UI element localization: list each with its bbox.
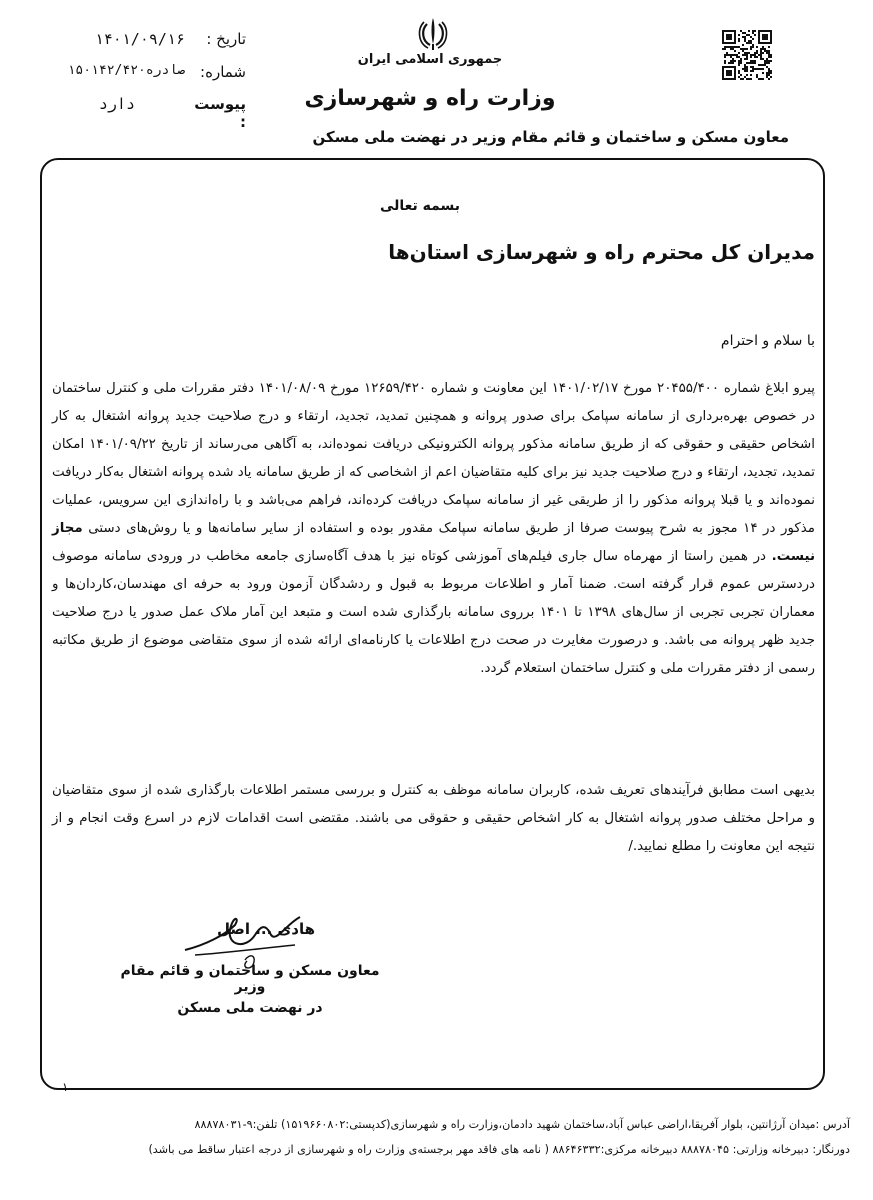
paragraph-1-part-b: در همین راستا از مهرماه سال جاری فیلم‌های آموزشی کوتاه نیز با هدف آگاه‌سازی جامعه مخاطب در ورودی سامانه موصوف دردسترس عموم قرار گرفته است. ضمنا آمار و اطلاعات مربوط به قبول و ردشدگان آزمون ورود به حرفه ای مهندسان،کاردان‌ها و معماران تجربی تجربی از سال‌های ۱۳۹۸ تا ۱۴۰۱ برروی سامانه بارگذاری شده است و متبعد این آمار ملاک عمل صدور یا درج صلاحیت جدید ظهر پروانه می باشد. و درصورت مغایرت در صحت درج اطلاعات یا کارنامه‌ای ارائه شده از سوی متقاضی موضوع از طریق مکاتبه رسمی از دفتر مقررات ملی و کنترل ساختمان استعلام گردد. [52,549,815,676]
addressee: مدیران کل محترم راه و شهرسازی استان‌ها [388,240,815,264]
paragraph-1-bold: مجاز نیست. [52,521,815,564]
republic-title: جمهوری اسلامی ایران [357,52,503,67]
footer-fax: دورنگار: دبیرخانه وزارتی: ۸۸۸۷۸۰۴۵ دبیرخانه مرکزی:۸۸۶۴۶۳۳۲ ( نامه های فاقد مهر برجسته‌ی وزارت راه و شهرسازی از درجه اعتبار ساقط می باشد) [148,1143,850,1156]
date-label: تاریخ : [206,30,246,48]
number-value: ۱۵۰۱۴۲/۴۲۰صادره [67,63,185,78]
attachment-value: دارد [98,95,135,113]
signatory-name: هادی ... اصل [216,920,315,938]
greeting: با سلام و احترام [720,333,815,349]
date-value: ۱۴۰۱/۰۹/۱۶ [94,30,185,48]
deputy-heading: معاون مسکن و ساختمان و قائم مقام وزیر در نهضت ملی مسکن [312,128,789,146]
body-paragraph-1 [52,375,815,683]
paragraph-1-part-a: پیرو ابلاغ شماره ۲۰۴۵۵/۴۰۰ مورخ ۱۴۰۱/۰۲/۱۷ این معاونت و شماره ۱۲۶۵۹/۴۲۰ مورخ ۱۴۰۱/۰۸/۰۹ دفتر مقررات ملی و کنترل ساختمان در خصوص بهره‌برداری از سامانه سپامک برای صدور پروانه و همچنین تمدید، تجدید، ارتقاء و درج صلاحیت جدید پروانه اشتغال به کار اشخاص حقیقی و حقوقی که از طریق سامانه مذکور پروانه الکترونیکی دریافت نموده‌اند، به آگاهی می‌رساند از تاریخ ۱۴۰۱/۰۹/۲۲ امکان تمدید، تجدید، ارتقاء و درج صلاحیت جدید نیز برای کلیه متقاضیان اعم از اشخاصی که از طریق سامانه یاد شده پروانه اشتغال به‌کار دریافت نموده‌اند و یا قبلا پروانه مذکور را از طریقی غیر از سامانه سپامک دریافت کرده‌اند، فراهم می‌باشد و با راه‌اندازی این سرویس، عملیات مذکور در ۱۴ مجوز به شرح پیوست صرفا از طریق سامانه سپامک مقدور بوده و استفاده از سایر سامانه‌ها و یا روش‌های دستی [52,381,815,536]
ministry-title: وزارت راه و شهرسازی [304,86,556,111]
signatory-subtitle: در نهضت ملی مسکن [177,1000,323,1016]
signatory-title: معاون مسکن و ساختمان و قائم مقام وزیر [120,963,380,995]
qr-code [722,30,772,80]
footer-address: آدرس :میدان آرژانتین، بلوار آفریقا،اراضی عباس آباد،ساختمان شهید دادمان،وزارت راه و شهرسازی(کدپستی:۱۵۱۹۶۶۰۸۰۲) تلفن:۹-۸۸۸۷۸۰۳۱ [194,1118,850,1131]
page-number: ۱ [62,1080,69,1094]
attachment-label: پیوست : [194,95,246,131]
body-paragraph-2: بدیهی است مطابق فرآیندهای تعریف شده، کاربران سامانه موظف به کنترل و بررسی مستمر اطلاعات بارگذاری شده از سوی متقاضیان و مراحل مختلف صدور پروانه اشتغال به کار اشخاص حقیقی و حقوقی می باشند. مقتضی است اقدامات لازم در اسرع وقت انجام و از نتیجه این معاونت را مطلع نمایید./ [52,783,815,854]
number-label: شماره: [200,63,246,81]
iran-emblem-icon [413,14,453,54]
bismillah: بسمه تعالی [379,198,461,214]
